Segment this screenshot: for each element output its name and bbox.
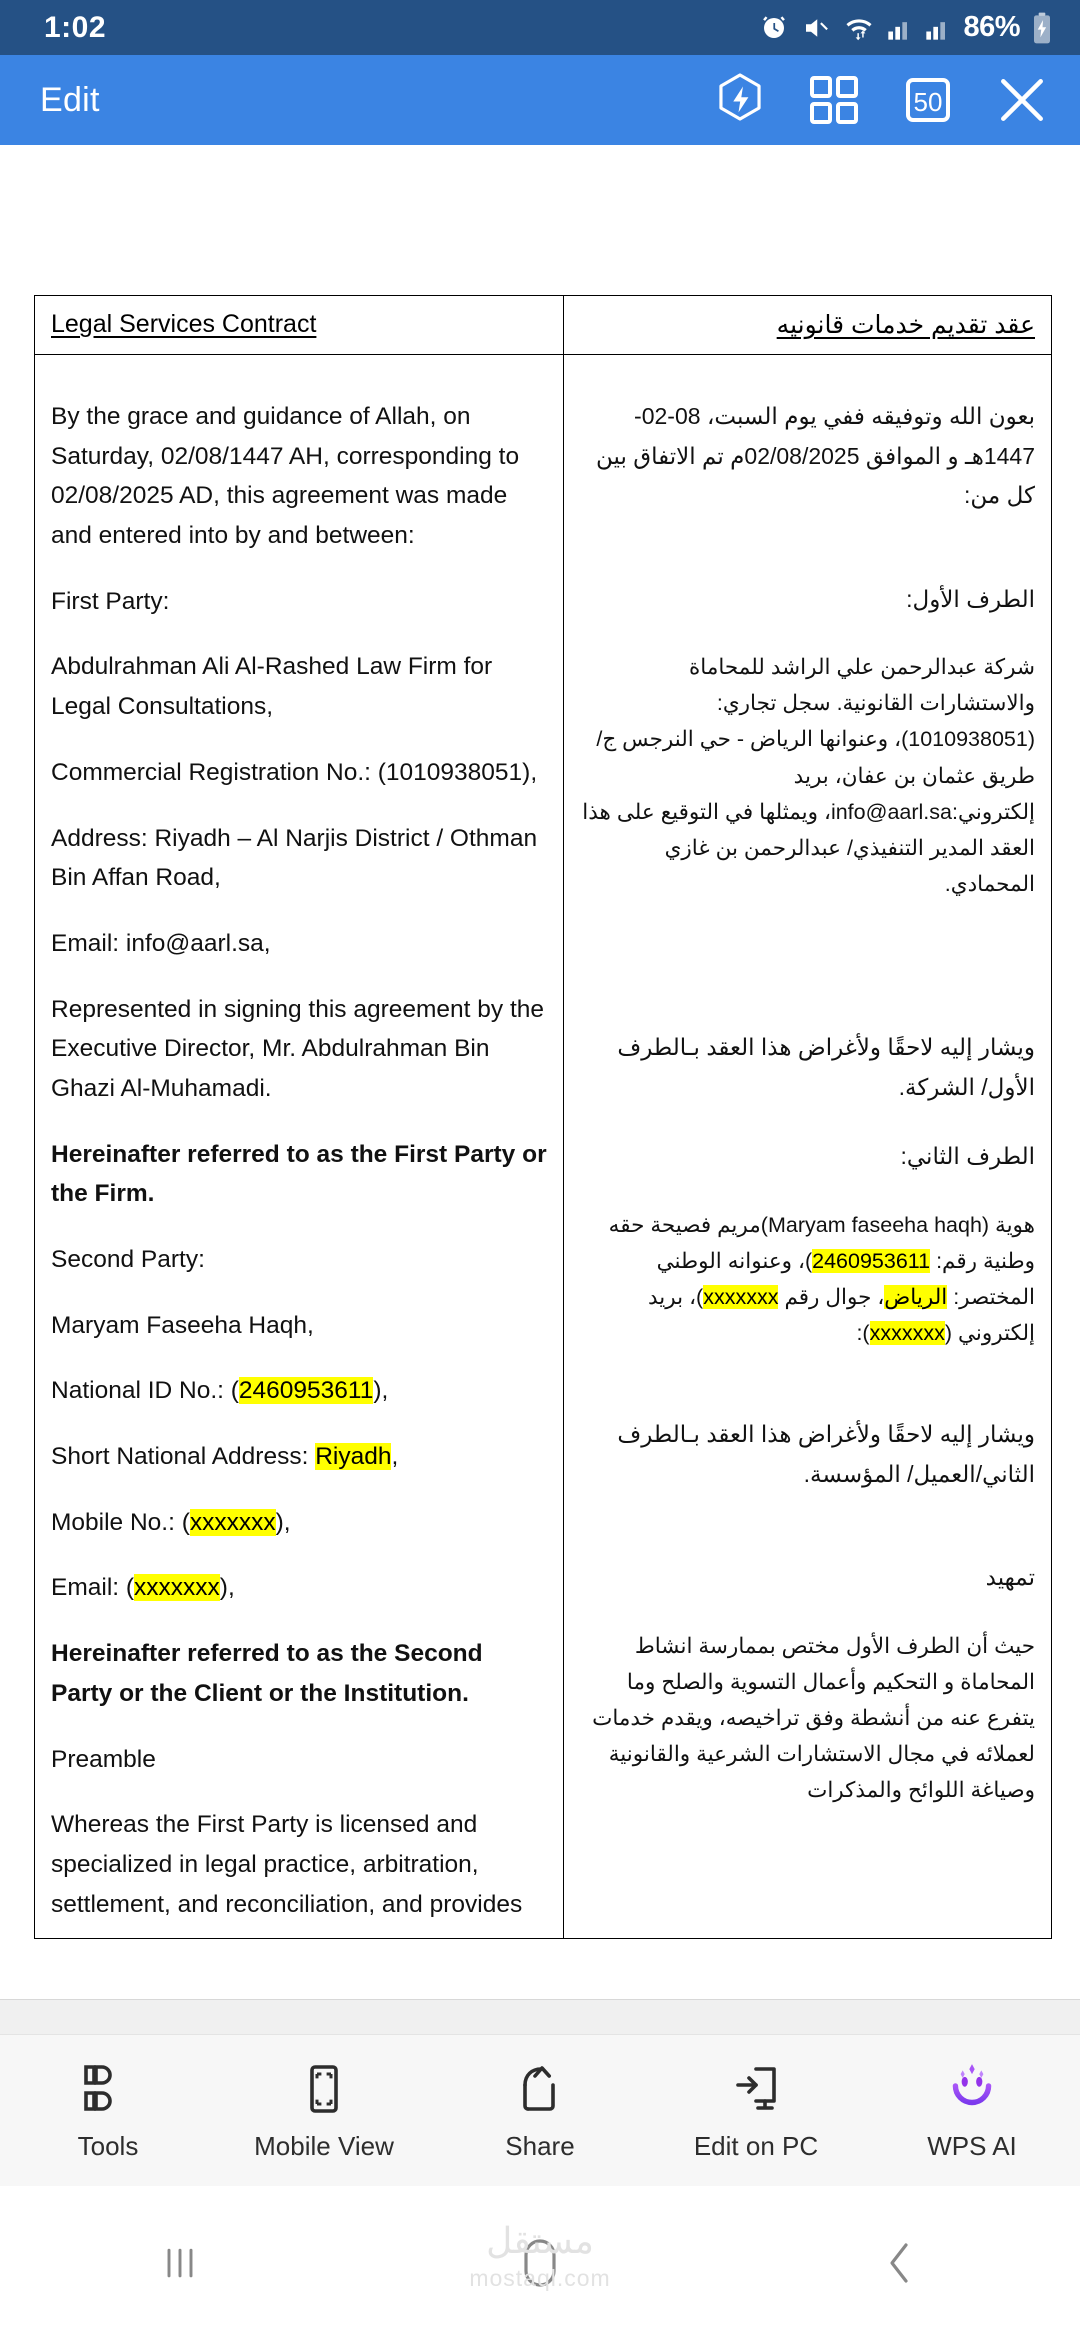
highlight-mobile: xxxxxxx (189, 1508, 276, 1536)
paragraph: Preamble (51, 1745, 156, 1773)
table-row-body (35, 355, 1052, 1939)
paragraph-highlighted: Mobile No.: (xxxxxxx), (51, 1508, 291, 1536)
android-nav-bar (0, 2186, 1080, 2340)
home-icon[interactable] (450, 2213, 630, 2313)
tools-icon (80, 2059, 136, 2117)
highlight-national-id-ar: 2460953611 (812, 1248, 931, 1273)
paragraph-highlighted: Short National Address: Riyadh, (51, 1443, 399, 1471)
bottom-item-edit-on-pc[interactable] (656, 2059, 856, 2162)
paragraph: شركة عبدالرحمن علي الراشد للمحاماة والاستشارات القانونية. سجل تجاري: (1010938051)، وعنوانها الرياض - حي النرجس ج/طريق عثمان بن عفان، بريد إلكتروني:info@aarl.sa، ويمثلها في التوقيع على هذا العقد المدير التنفيذي/ عبدالرحمن بن غازي المحمادي. (582, 655, 1035, 896)
paragraph: الطرف الثاني: (900, 1143, 1035, 1170)
paragraph: Hereinafter referred to as the First Party or the Firm. (51, 1140, 547, 1208)
page-count-icon[interactable] (900, 72, 956, 128)
document-page-1 (0, 145, 1080, 1999)
paragraph: تمهيد (985, 1564, 1035, 1591)
grid-view-icon[interactable] (806, 72, 862, 128)
recents-icon[interactable] (90, 2213, 270, 2313)
paragraph: By the grace and guidance of Allah, on Saturday, 02/08/1447 AH, corresponding to 02/08/2025 AD, this agreement was made and entered into by and between: (51, 403, 520, 550)
paragraph-highlighted: هوية (Maryam faseeha haqh)مريم فصيحة حقه وطنية رقم: 2460953611)، وعنوانه الوطني المختصر: الرياض، جوال رقم xxxxxxx)، بريد إلكتروني (xxxxxxx): (608, 1212, 1035, 1345)
paragraph: بعون الله وتوفيقه ففي يوم السبت، 08-02-1447هـ و الموافق 02/08/2025م تم الاتفاق بين كل من: (596, 403, 1035, 509)
paragraph-highlighted: Email: (xxxxxxx), (51, 1574, 235, 1602)
bottom-item-label: Tools (77, 2131, 139, 2161)
quick-action-icon[interactable] (712, 72, 768, 128)
paragraph: Whereas the First Party is licensed and specialized in legal practice, arbitration, settlement, and reconciliation, and provides (51, 1811, 523, 1918)
battery-charging-icon (1032, 12, 1052, 44)
page-count-label: 50 (913, 87, 943, 117)
bottom-item-label: Edit on PC (693, 2131, 819, 2161)
watermark-ar: مستقل (486, 2220, 594, 2261)
paragraph: الطرف الأول: (906, 585, 1035, 612)
highlight-address: Riyadh (315, 1443, 392, 1471)
bottom-item-label: WPS AI (927, 2131, 1017, 2161)
table-row-header (35, 296, 1052, 355)
paragraph-highlighted: National ID No.: (2460953611), (51, 1377, 389, 1405)
contract-title-en: Legal Services Contract (51, 310, 317, 338)
paragraph: Email: info@aarl.sa, (51, 929, 271, 957)
app-bar (0, 55, 1080, 145)
paragraph: حيث أن الطرف الأول مختص بممارسة انشاط المحاماة و التحكيم وأعمال التسوية والصلح وما يتفرع عنه من أنشطة وفق تراخيصه، ويقدم خدمات لعملائه في مجال الاستشارات الشرعية والقانونية وصياغة اللوائح والمذكرات (592, 1633, 1035, 1803)
app-bar-actions (712, 72, 1050, 128)
paragraph: Hereinafter referred to as the Second Party or the Client or the Institution. (51, 1640, 483, 1707)
bottom-item-label: Mobile View (254, 2131, 394, 2161)
document-viewport[interactable] (0, 145, 1080, 2090)
paragraph: Second Party: (51, 1246, 205, 1273)
status-time: 1:02 (44, 10, 107, 44)
signal-icon-2 (925, 14, 951, 42)
paragraph: Abdulrahman Ali Al-Rashed Law Firm for Legal Consultations, (51, 653, 493, 721)
paragraph: ويشار إليه لاحقًا ولأغراض هذا العقد بـالطرف الأول/ الشركة. (617, 1033, 1035, 1100)
paragraph: Address: Riyadh – Al Narjis District / Othman Bin Affan Road, (51, 824, 538, 892)
share-icon (512, 2059, 568, 2117)
highlight-email-ar: xxxxxxx (869, 1320, 945, 1345)
alarm-icon (759, 13, 789, 43)
highlight-mobile-ar: xxxxxxx (703, 1284, 779, 1309)
contract-body-ar (580, 369, 1035, 1808)
contract-table (34, 295, 1052, 1939)
highlight-email: xxxxxxx (134, 1574, 220, 1602)
paragraph: ويشار إليه لاحقًا ولأغراض هذا العقد بـالطرف الثاني/العميل/ المؤسسة. (617, 1421, 1035, 1487)
bottom-item-tools[interactable] (8, 2059, 208, 2162)
app-bar-title: Edit (40, 80, 100, 119)
highlight-national-id: 2460953611 (238, 1377, 374, 1405)
bottom-item-label: Share (505, 2131, 575, 2161)
wifi-icon (843, 13, 875, 43)
contract-title-ar: عقد تقديم خدمات قانونيه (776, 311, 1035, 339)
contract-body-en (51, 369, 547, 1924)
status-bar (0, 0, 1080, 55)
bottom-item-wps-ai[interactable] (872, 2059, 1072, 2162)
mobile-view-icon (296, 2059, 352, 2117)
paragraph: Commercial Registration No.: (1010938051), (51, 758, 538, 786)
battery-percent: 86% (963, 11, 1020, 43)
paragraph: Represented in signing this agreement by the Executive Director, Mr. Abdulrahman Bin Ghazi Al-Muhamadi. (51, 995, 545, 1102)
status-icon-group (759, 11, 1052, 44)
close-icon[interactable] (994, 72, 1050, 128)
wps-ai-icon (943, 2059, 1001, 2117)
back-icon[interactable] (810, 2213, 990, 2313)
bottom-item-share[interactable] (440, 2059, 640, 2162)
mute-icon (801, 13, 831, 43)
watermark-en: mostaql.com (469, 2265, 611, 2291)
bottom-item-mobile-view[interactable] (224, 2059, 424, 2162)
paragraph: First Party: (51, 587, 170, 615)
paragraph: Maryam Faseeha Haqh, (51, 1311, 314, 1339)
edit-on-pc-icon (728, 2059, 784, 2117)
signal-icon (887, 14, 913, 42)
highlight-address-ar: الرياض (884, 1284, 948, 1309)
bottom-toolbar (0, 2034, 1080, 2186)
